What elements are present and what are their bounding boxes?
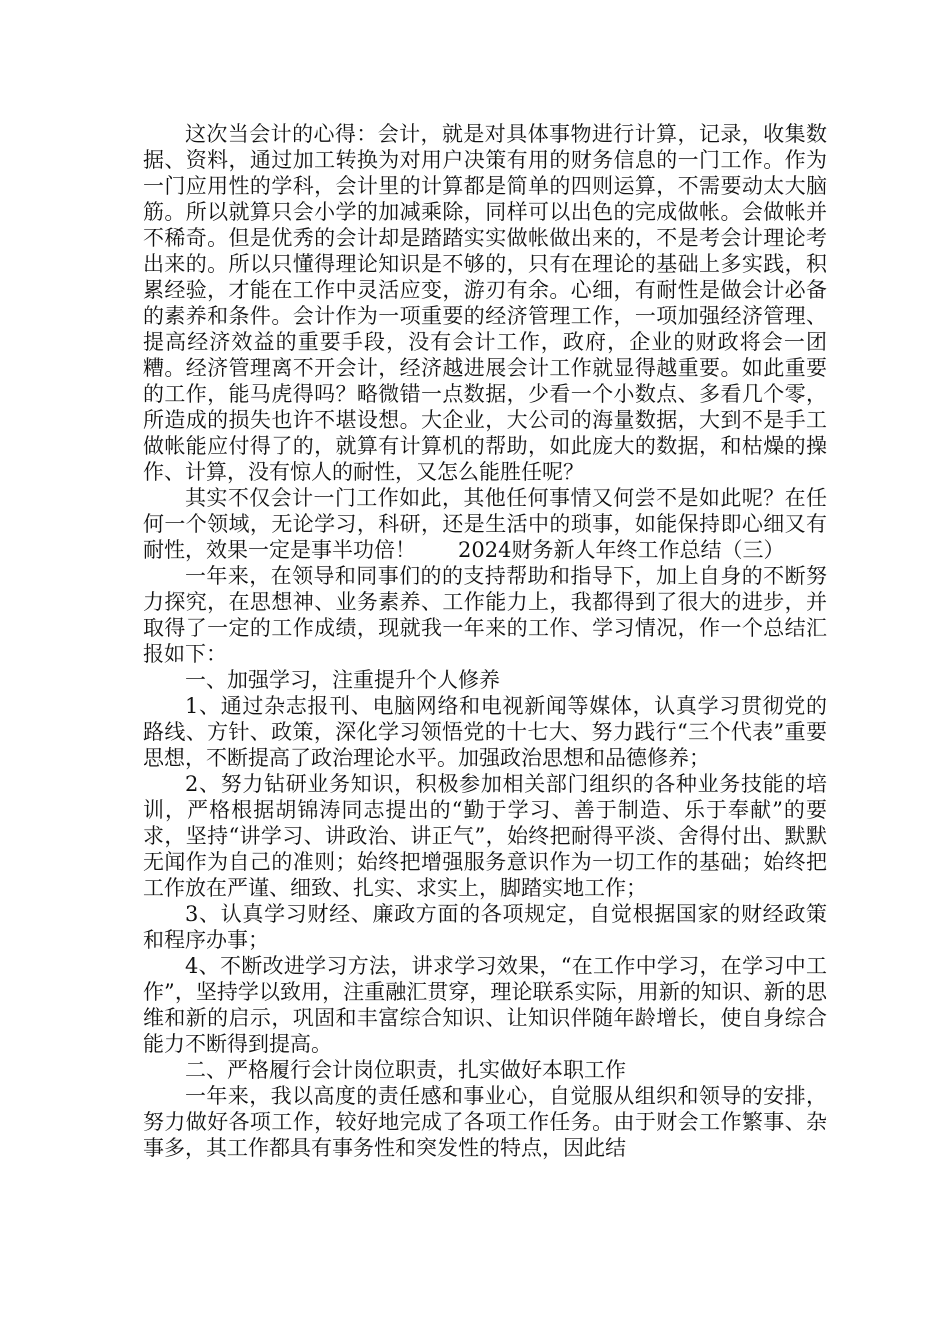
list-item-4: 4、不断改进学习方法，讲求学习效果，“在工作中学习，在学习中工作”，坚持学以致用，注重融汇贯穿，理论联系实际，用新的知识、新的思维和新的启示，巩固和丰富综合知识、让知识伴随年龄增长，使自身综合能力不断得到提高。 (143, 954, 827, 1056)
section-heading-study: 一、加强学习，注重提升个人修养 (185, 668, 500, 692)
list-item-1: 1、通过杂志报刊、电脑网络和电视新闻等媒体，认真学习贯彻党的路线、方针、政策，深化学习领悟党的十七大、努力践行“三个代表”重要思想，不断提高了政治理论水平。加强政治思想和品德修养； (143, 694, 827, 770)
section-heading-duties: 二、严格履行会计岗位职责，扎实做好本职工作 (185, 1058, 626, 1082)
paragraph-accounting-reflection: 这次当会计的心得：会计，就是对具体事物进行计算，记录，收集数据、资料，通过加工转换为对用户决策有用的财务信息的一门工作。作为一门应用性的学科，会计里的计算都是简单的四则运算，不需要动太大脑筋。所以就算只会小学的加减乘除，同样可以出色的完成做帐。会做帐并不稀奇。但是优秀的会计却是踏踏实实做帐做出来的，不是考会计理论考出来的。所以只懂得理论知识是不够的，只有在理论的基础上多实践，积累经验，才能在工作中灵活应变，游刃有余。心细，有耐性是做会计必备的素养和条件。会计作为一项重要的经济管理工作，一项加强经济管理、提高经济效益的重要手段，没有会计工作，政府，企业的财政将会一团糟。经济管理离不开会计，经济越进展会计工作就显得越重要。如此重要的工作，能马虎得吗？略微错一点数据，少看一个小数点、多看几个零，所造成的损失也许不堪设想。大企业，大公司的海量数据，大到不是手工做帐能应付得了的，就算有计算机的帮助，如此庞大的数据，和枯燥的操作、计算，没有惊人的耐性，又怎么能胜任呢？ (143, 122, 827, 484)
paragraph-year-intro: 一年来，在领导和同事们的的支持帮助和指导下，加上自身的不断努力探究，在思想神、业务素养、工作能力上，我都得到了很大的进步，并取得了一定的工作成绩，现就我一年来的工作、学习情况，作一个总结汇报如下： (143, 564, 827, 666)
paragraph-duties-intro: 一年来，我以高度的责任感和事业心，自觉服从组织和领导的安排，努力做好各项工作，较好地完成了各项工作任务。由于财会工作繁事、杂事多，其工作都具有事务性和突发性的特点，因此结 (143, 1084, 827, 1160)
list-item-3: 3、认真学习财经、廉政方面的各项规定，自觉根据国家的财经政策和程序办事； (143, 902, 827, 952)
list-item-2: 2、努力钻研业务知识，积极参加相关部门组织的各种业务技能的培训，严格根据胡锦涛同志提出的“勤于学习、善于制造、乐于奉献”的要求，坚持“讲学习、讲政治、讲正气”，始终把耐得平淡、舍得付出、默默无闻作为自己的准则；始终把增强服务意识作为一切工作的基础；始终把工作放在严谨、细致、扎实、求实上，脚踏实地工作； (143, 772, 827, 900)
paragraph-patience-conclusion: 其实不仅会计一门工作如此，其他任何事情又何尝不是如此呢？在任何一个领域，无论学习，科研，还是生活中的琐事，如能保持即心细又有耐性，效果一定是事半功倍！ 2024财务新人年终工作总结（三） (143, 486, 827, 562)
document-body (143, 121, 827, 1161)
